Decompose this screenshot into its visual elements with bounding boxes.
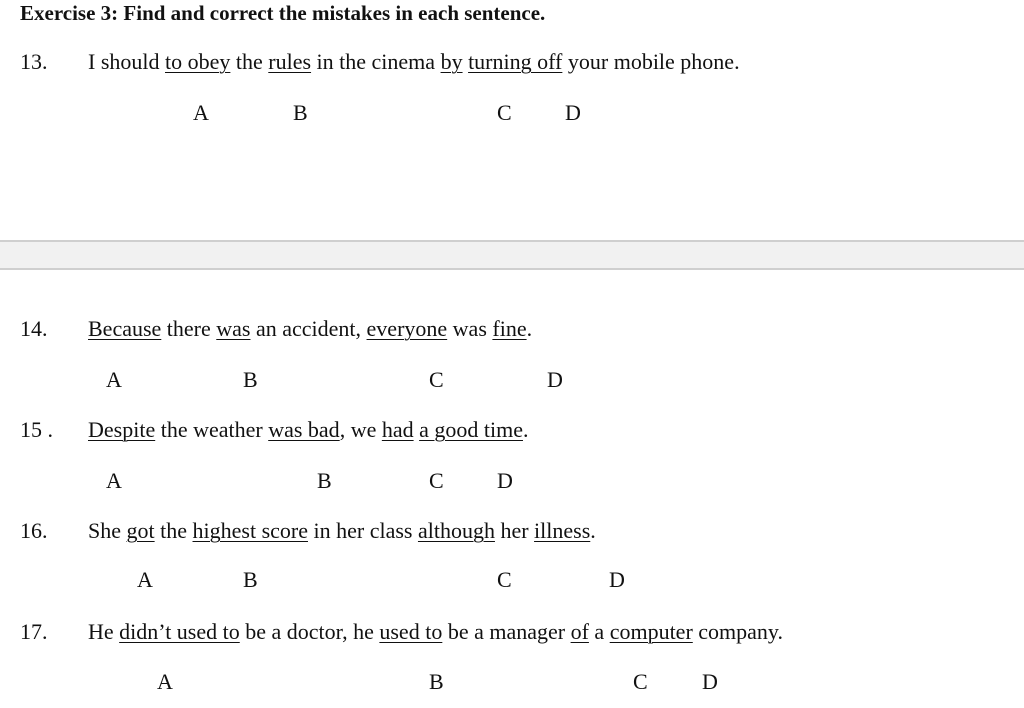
underlined-option-a: to obey <box>165 49 231 74</box>
option-letter-d: D <box>497 468 513 493</box>
underlined-option-a: Because <box>88 316 162 341</box>
underlined-option-c: everyone <box>366 316 448 341</box>
underlined-option-d: fine <box>492 316 527 341</box>
question-number: 15 . <box>20 417 53 442</box>
underlined-option-b: was <box>216 316 251 341</box>
option-letter-d: D <box>702 669 718 694</box>
option-letters-14 <box>0 366 1024 394</box>
option-letter-d: D <box>547 367 563 392</box>
option-letter-d: D <box>565 100 581 125</box>
underlined-option-c: had <box>381 417 414 442</box>
option-letter-c: C <box>633 669 648 694</box>
option-letters-13 <box>0 99 1024 127</box>
question-sentence: Because there was an accident, everyone was fine. <box>88 316 533 341</box>
underlined-option-d: a good time <box>419 417 523 442</box>
question-sentence: I should to obey the rules in the cinema by turning off your mobile phone. <box>88 49 740 74</box>
option-letter-b: B <box>429 669 444 694</box>
option-letter-b: B <box>293 100 308 125</box>
option-letter-c: C <box>429 367 444 392</box>
option-letter-b: B <box>243 367 258 392</box>
option-letters-17 <box>0 668 1024 696</box>
underlined-option-c: by <box>440 49 463 74</box>
underlined-option-b: highest score <box>192 518 308 543</box>
underlined-option-b: was bad <box>268 417 340 442</box>
option-letters-16 <box>0 566 1024 594</box>
underlined-option-d: computer <box>609 619 693 644</box>
option-letters-15 <box>0 467 1024 495</box>
option-letter-c: C <box>497 100 512 125</box>
option-letter-d: D <box>609 567 625 592</box>
question-sentence: She got the highest score in her class although her illness. <box>88 518 596 543</box>
option-letter-c: C <box>497 567 512 592</box>
option-letter-a: A <box>157 669 173 694</box>
option-letter-a: A <box>137 567 153 592</box>
exercise-heading: Exercise 3: Find and correct the mistakes in each sentence. <box>20 1 546 25</box>
underlined-option-c: of <box>570 619 589 644</box>
question-number: 16. <box>20 518 48 543</box>
underlined-option-b: rules <box>268 49 312 74</box>
question-sentence: Despite the weather was bad, we had a good time. <box>88 417 529 442</box>
question-sentence: He didn’t used to be a doctor, he used to be a manager of a computer company. <box>88 619 783 644</box>
question-number: 14. <box>20 316 48 341</box>
option-letter-b: B <box>317 468 332 493</box>
question-number: 13. <box>20 49 48 74</box>
underlined-option-d: turning off <box>468 49 563 74</box>
underlined-option-b: used to <box>379 619 443 644</box>
underlined-option-c: although <box>417 518 495 543</box>
underlined-option-d: illness <box>534 518 591 543</box>
underlined-option-a: got <box>126 518 155 543</box>
underlined-option-a: didn’t used to <box>119 619 240 644</box>
option-letter-c: C <box>429 468 444 493</box>
option-letter-b: B <box>243 567 258 592</box>
underlined-option-a: Despite <box>88 417 156 442</box>
option-letter-a: A <box>193 100 209 125</box>
question-number: 17. <box>20 619 48 644</box>
option-letter-a: A <box>106 367 122 392</box>
option-letter-a: A <box>106 468 122 493</box>
page-break <box>0 240 1024 270</box>
